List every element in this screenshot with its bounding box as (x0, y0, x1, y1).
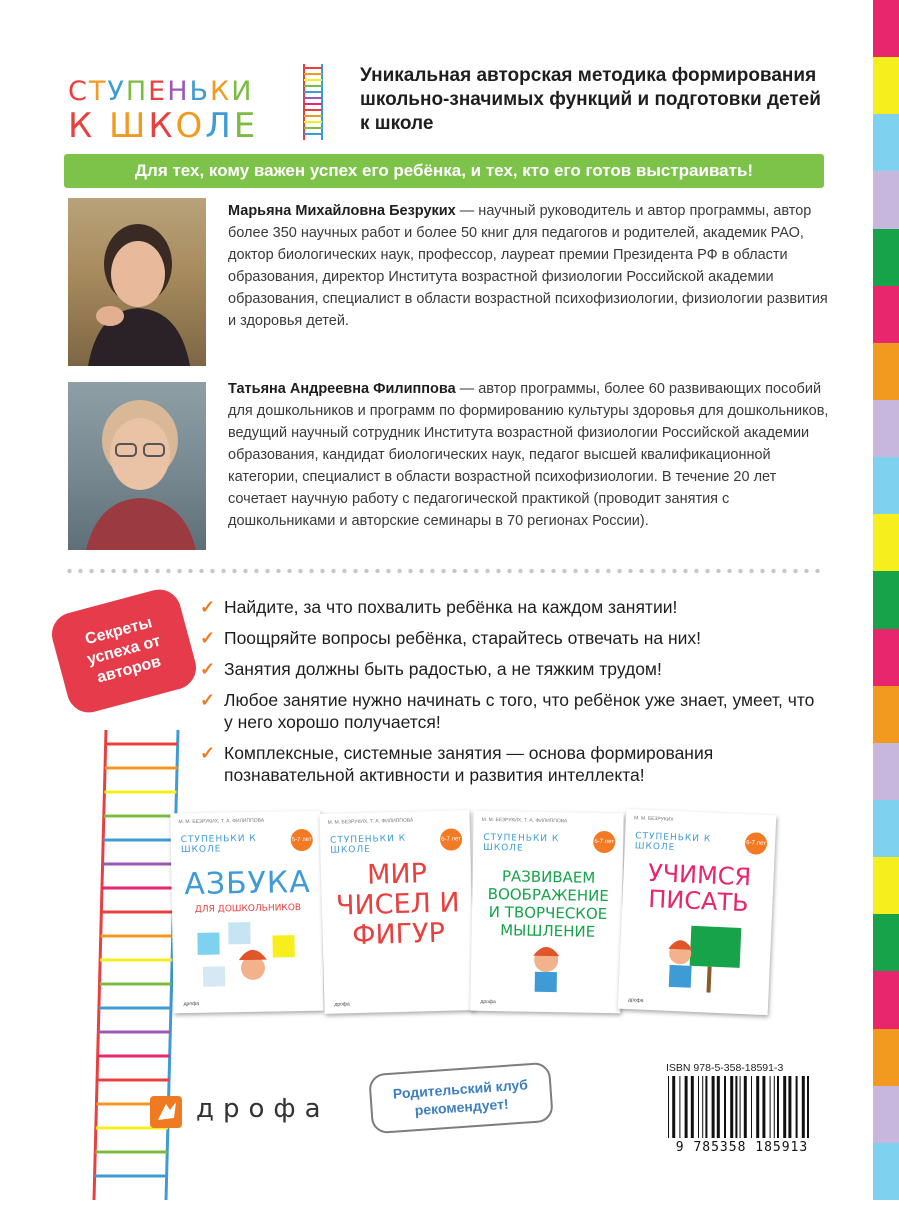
author-name-2: Татьяна Андреевна Филиппова (228, 381, 456, 397)
stripe-segment (873, 114, 899, 171)
check-icon: ✓ (200, 628, 216, 648)
logo-letter: К (210, 76, 232, 107)
logo-letter: Л (205, 106, 234, 146)
logo-letter: О (175, 106, 206, 146)
secrets-badge-text: Секреты успеха от авторов (83, 614, 163, 687)
book-cover-mir-chisel: М. М. БЕЗРУКИХ, Т. А. ФИЛИППОВА СТУПЕНЬКИ К ШКОЛЕ 6-7 лет МИР ЧИСЕЛ И ФИГУР дрофа (319, 810, 474, 1014)
book-cover-azbuka: М. М. БЕЗРУКИХ, Т. А. ФИЛИППОВА СТУПЕНЬКИ К ШКОЛЕ 5-7 лет АЗБУКА ДЛЯ ДОШКОЛЬНИКОВ дрофа (170, 811, 323, 1014)
stripe-segment (873, 971, 899, 1028)
barcode-bar (807, 1076, 809, 1138)
barcode-bar (802, 1076, 805, 1138)
stripe-segment (873, 914, 899, 971)
author-bio-2 (228, 378, 833, 532)
secrets-badge (47, 585, 201, 718)
barcode-bar (788, 1076, 791, 1138)
drofa-bird-icon (148, 1092, 188, 1132)
author-photo-bezrukikh (68, 198, 206, 366)
barcode-bar (724, 1076, 726, 1138)
barcode-bar (751, 1076, 752, 1138)
barcode-bar (796, 1076, 798, 1138)
stripe-segment (873, 1143, 899, 1200)
logo-letter: И (231, 76, 254, 107)
list-item: ✓ Комплексные, системные занятия — основа формирования познавательной активности и развития интеллекта! (200, 743, 714, 785)
author-text-2: — автор программы, более 60 развивающих пособий для дошкольников и программ по формированию культуры здоровья для дошкольников, ведущий научный сотрудник Института возрастной физиологии Российской академии образования, кандидат биологических наук, педагог высшей квалификационной категории, специалист в области возрастной психофизиологии. В течение 20 лет сочетает научную работу с педагогической практикой (проводит занятия с дошкольниками и авторские семинары в 70 регионах России). (228, 381, 829, 529)
author-text-1: — научный руководитель и автор программы, автор более 350 научных работ и более 50 книг для педагогов и родителей, академик РАО, доктор биологических наук, профессор, лауреат премии Президента РФ в области образования, директор Института возрастной физиологии Российской академии образования, специалист в области возрастной психофизиологии, физиологии развития и здоровья детей. (228, 203, 828, 329)
stripe-segment (873, 800, 899, 857)
barcode-bar (735, 1076, 737, 1138)
logo-letter: У (107, 76, 126, 107)
barcode-bar (685, 1076, 688, 1138)
logo-letter (95, 106, 109, 146)
list-item: ✓ Поощряйте вопросы ребёнка, старайтесь отвечать на них! (200, 628, 702, 648)
barcode-bar (668, 1076, 669, 1138)
banner: Для тех, кому важен успех его ребёнка, и тех, кто его готов выстраивать! (64, 154, 824, 188)
barcode-bar (774, 1076, 775, 1138)
logo-ladder-icon (300, 62, 330, 142)
series-logo (64, 70, 334, 146)
book-cover-razvivaem: М. М. БЕЗРУКИХ, Т. А. ФИЛИППОВА СТУПЕНЬКИ К ШКОЛЕ 6-7 лет РАЗВИВАЕМ ВООБРАЖЕНИЕ И ТВОРЧЕСКОЕ МЫШЛЕНИЕ дрофа (470, 811, 623, 1014)
barcode-bar (730, 1076, 733, 1138)
book-title: УЧИМСЯ ПИСАТЬ (647, 858, 752, 918)
stripe-segment (873, 1029, 899, 1086)
logo-letter: Т (88, 76, 108, 107)
logo-letter: Е (148, 76, 168, 107)
stripe-segment (873, 229, 899, 286)
stripe-segment (873, 286, 899, 343)
barcode (662, 1076, 822, 1138)
check-icon: ✓ (200, 597, 216, 617)
barcode-bar (717, 1076, 720, 1138)
barcode-bar (698, 1076, 699, 1138)
barcode-bar (740, 1076, 741, 1138)
book-cover-uchimsya: М. М. БЕЗРУКИХ СТУПЕНЬКИ К ШКОЛЕ 6-7 лет УЧИМСЯ ПИСАТЬ дрофа (618, 809, 777, 1015)
dotted-divider (64, 568, 826, 574)
parents-club-badge: Родительский клуб рекомендует! (368, 1062, 554, 1135)
logo-letter: К (148, 106, 176, 146)
barcode-bar (777, 1076, 779, 1138)
stripe-segment (873, 171, 899, 228)
logo-letter: Ь (189, 76, 211, 107)
stripe-segment (873, 0, 899, 57)
book-title: АЗБУКА (183, 864, 312, 903)
check-icon: ✓ (200, 690, 216, 710)
barcode-bar (702, 1076, 703, 1138)
logo-letter: К (68, 106, 96, 146)
stripe-segment (873, 1086, 899, 1143)
check-icon: ✓ (200, 659, 216, 679)
stripe-segment (873, 457, 899, 514)
logo-letter: Е (233, 106, 259, 146)
isbn: ISBN 978-5-358-18591-3 (666, 1062, 784, 1074)
logo-line-2 (68, 106, 258, 146)
stripe-segment (873, 571, 899, 628)
list-item: ✓ Занятия должны быть радостью, а не тяжким трудом! (200, 659, 662, 679)
book-subtitle: ДЛЯ ДОШКОЛЬНИКОВ (194, 903, 302, 915)
barcode-bar (705, 1076, 707, 1138)
barcode-bar (691, 1076, 694, 1138)
list-item: ✓ Найдите, за что похвалить ребёнка на каждом занятии! (200, 597, 678, 617)
tips-list (200, 596, 820, 795)
barcode-bar (756, 1076, 759, 1138)
barcode-bar (770, 1076, 771, 1138)
tagline: Уникальная авторская методика формирования школьно-значимых функций и подготовки детей к школе (360, 65, 821, 134)
stripe-segment (873, 400, 899, 457)
barcode-bar (679, 1076, 680, 1138)
color-stripe (873, 0, 899, 1200)
publisher-logo (148, 1088, 368, 1138)
stripe-segment (873, 629, 899, 686)
stripe-segment (873, 57, 899, 114)
list-item: ✓ Любое занятие нужно начинать с того, что ребёнок уже знает, умеет, что у него хорошо получается! (200, 690, 815, 732)
logo-letter: С (68, 76, 89, 107)
check-icon: ✓ (200, 743, 216, 763)
barcode-bar (712, 1076, 715, 1138)
barcode-bar (762, 1076, 765, 1138)
barcode-number: 9 785358 185913 (675, 1140, 809, 1155)
author-photo-filippova (68, 382, 206, 550)
barcode-bar (672, 1076, 675, 1138)
logo-letter: Н (167, 76, 190, 107)
barcode-bar (783, 1076, 786, 1138)
barcode-bar (744, 1076, 747, 1138)
publisher-name: дрофа (196, 1094, 330, 1124)
stripe-segment (873, 514, 899, 571)
logo-line-1 (68, 76, 253, 107)
logo-letter: П (125, 76, 149, 107)
author-name-1: Марьяна Михайловна Безруких (228, 203, 456, 219)
stripe-segment (873, 686, 899, 743)
logo-letter: Ш (108, 106, 149, 146)
book-title: РАЗВИВАЕМ ВООБРАЖЕНИЕ И ТВОРЧЕСКОЕ МЫШЛЕНИЕ (487, 867, 610, 941)
author-bio-1 (228, 200, 833, 332)
stripe-segment (873, 743, 899, 800)
stripe-segment (873, 343, 899, 400)
stripe-segment (873, 857, 899, 914)
book-title: МИР ЧИСЕЛ И ФИГУР (335, 858, 461, 952)
